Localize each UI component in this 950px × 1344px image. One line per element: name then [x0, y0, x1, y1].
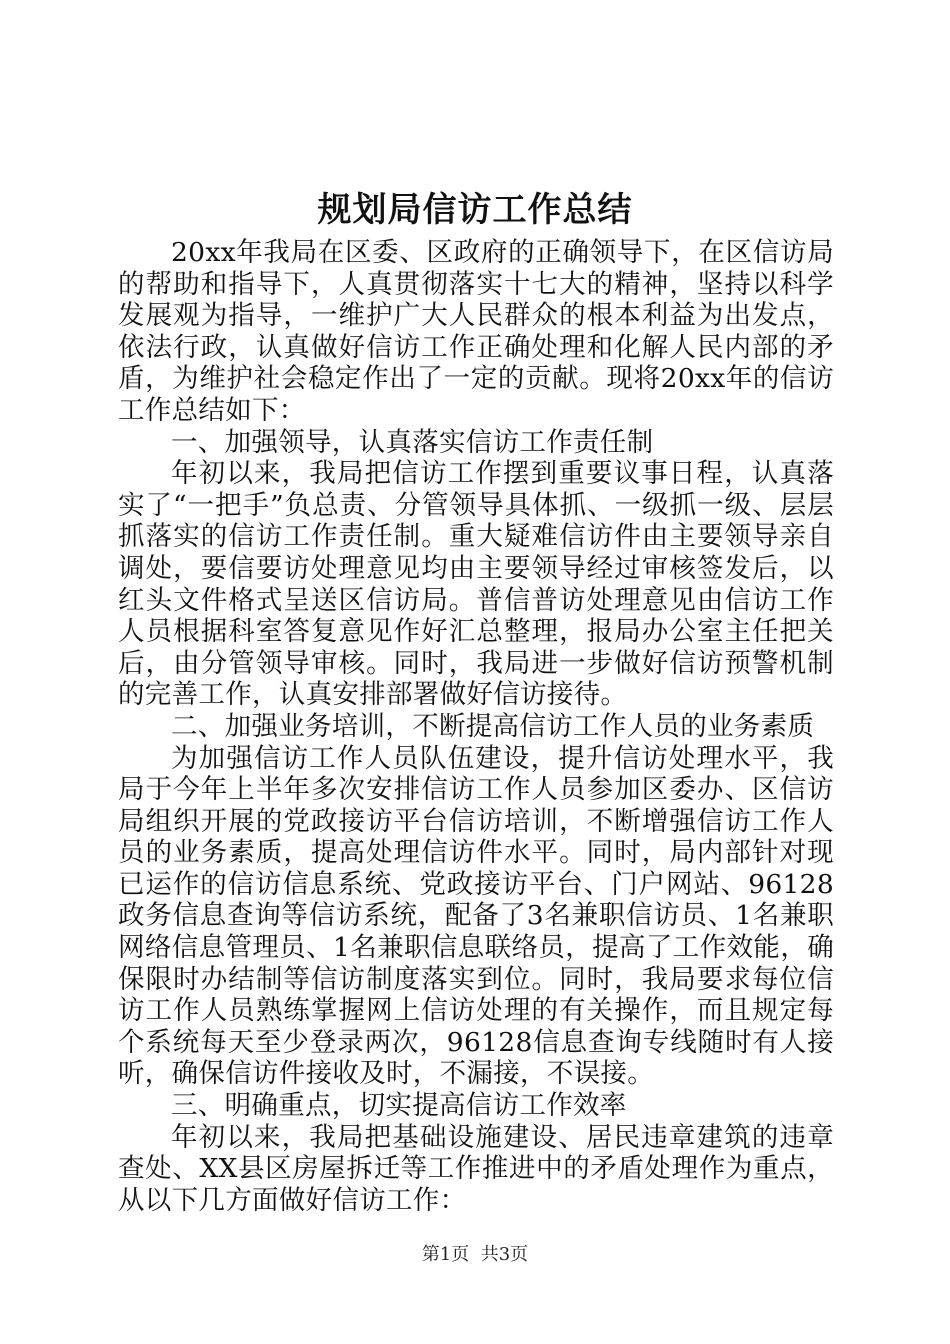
- intro-paragraph: 20xx年我局在区委、区政府的正确领导下，在区信访局的帮助和指导下，人真贯彻落实十七大的精神，坚持以科学发展观为指导，一维护广大人民群众的根本利益为出发点，依法行政，认真做好信访工作正确处理和化解人民内部的矛盾，为维护社会稳定作出了一定的贡献。现将20xx年的信访工作总结如下：: [118, 237, 834, 426]
- section-3-paragraph: 年初以来，我局把基础设施建设、居民违章建筑的违章查处、XX县区房屋拆迁等工作推进中的矛盾处理作为重点，从以下几方面做好信访工作：: [118, 1121, 834, 1216]
- section-heading-3: 三、明确重点，切实提高信访工作效率: [171, 1090, 627, 1122]
- section-2-paragraph: 为加强信访工作人员队伍建设，提升信访处理水平，我局于今年上半年多次安排信访工作人员参加区委办、区信访局组织开展的党政接访平台信访培训，不断增强信访工作人员的业务素质，提高处理信访件水平。同时，局内部针对现已运作的信访信息系统、党政接访平台、门户网站、96128政务信息查询等信访系统，配备了3名兼职信访员、1名兼职网络信息管理员、1名兼职信息联络员，提高了工作效能，确保限时办结制等信访制度落实到位。同时，我局要求每位信访工作人员熟练掌握网上信访处理的有关操作，而且规定每个系统每天至少登录两次，96128信息查询专线随时有人接听，确保信访件接收及时，不漏接，不误接。: [118, 742, 834, 1090]
- document-title: 规划局信访工作总结: [317, 190, 633, 230]
- section-1-paragraph: 年初以来，我局把信访工作摆到重要议事日程，认真落实了“一把手”负总责、分管领导具体抓、一级抓一级、层层抓落实的信访工作责任制。重大疑难信访件由主要领导亲自调处，要信要访处理意见均由主要领导经过审核签发后，以红头文件格式呈送区信访局。普信普访处理意见由信访工作人员根据科室答复意见作好汇总整理，报局办公室主任把关后，由分管领导审核。同时，我局进一步做好信访预警机制的完善工作，认真安排部署做好信访接待。: [118, 458, 834, 711]
- section-heading-1: 一、加强领导，认真落实信访工作责任制: [171, 426, 654, 458]
- page-number-footer: 第1页 共3页: [421, 1244, 529, 1265]
- document-body: [118, 237, 834, 1216]
- section-heading-2: 二、加强业务培训，不断提高信访工作人员的业务素质: [171, 710, 815, 742]
